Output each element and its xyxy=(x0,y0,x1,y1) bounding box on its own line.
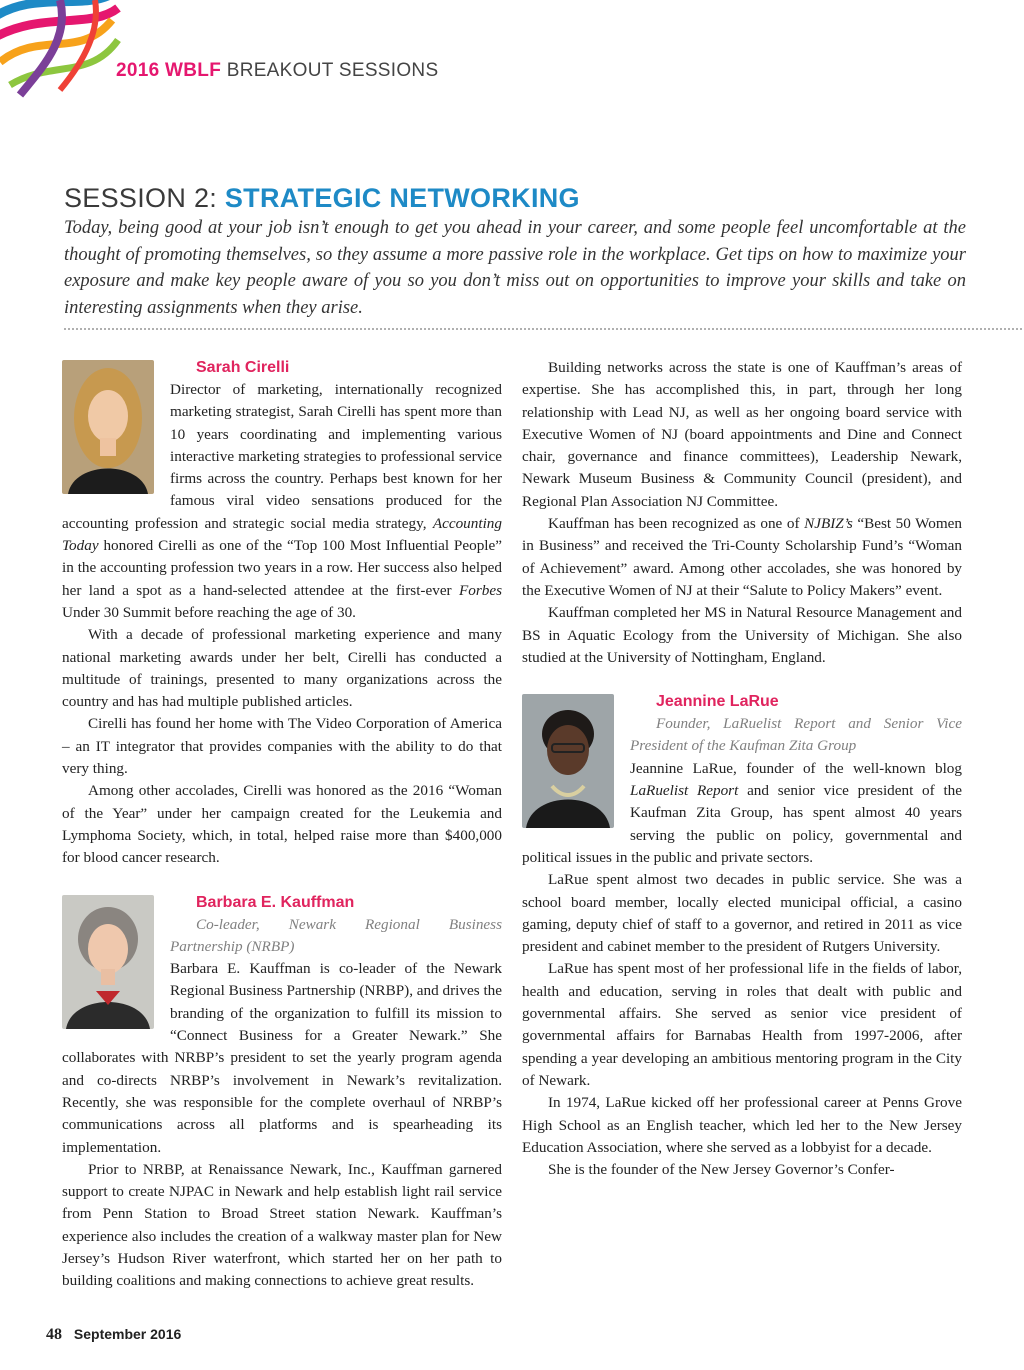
section-header xyxy=(116,60,438,82)
speaker-photo-larue xyxy=(522,694,614,828)
larue-bio-4: In 1974, LaRue kicked off her professional career at Penns Grove High School as an English teacher, which led her to the New Jersey Education Association, where she served as a lobbyist for a decade. xyxy=(522,1094,962,1156)
cirelli-bio-2: With a decade of professional marketing experience and many national marketing awards under her belt, Cirelli has conducted a multitude of trainings, presented to many organizations across the country and has had multiple published articles. xyxy=(62,626,502,711)
cirelli-bio-3: Cirelli has found her home with The Video Corporation of America – an IT integrator that provides companies with the ability to do that very thing. xyxy=(62,715,502,778)
larue-bio-1: Jeannine LaRue, founder of the well-known blog LaRuelist Report and senior vice president of the Kaufman Zita Group, has spent almost 40 years serving the public on policy, governmental and political issues in the public and private sectors. xyxy=(522,759,963,866)
right-column xyxy=(522,357,962,1181)
kauffman-bio-2: Prior to NRBP, at Renaissance Newark, Inc., Kauffman garnered support to create NJPAC in Newark and help establish light rail service from Penn Station to Broad Street station Newark. Kauffman’s experience also includes the creation of a walkway master plan for New Jersey’s Hudson River waterfront, which started her on her path to building coalitions and making connections to achieve great results. xyxy=(62,1160,502,1290)
cirelli-bio-4: Among other accolades, Cirelli was honored as the 2016 “Woman of the Year” under her campaign created for the Leukemia and Lymphoma Society, which, in total, helped raise more than $400,000 for blood cancer research. xyxy=(62,782,502,867)
page-number: 48 xyxy=(46,1326,62,1343)
kauffman-bio-1: Barbara E. Kauffman is co-leader of the Newark Regional Business Partnership (NRBP), and drives the branding of the organization to fulfill its mission to “Connect Business for a Greater Newark.” She collaborates with NRBP’s president to set the yearly program agenda and co-directs NRBP’s involvement in Newark’s revitalization. Recently, she was responsible for the complete overhaul of NRBP’s communications across all platforms and is spearheading its implementation. xyxy=(62,960,502,1156)
speaker-name-cirelli: Sarah Cirelli xyxy=(196,359,290,376)
kauffman-bio-5: Kauffman completed her MS in Natural Resource Management and BS in Aquatic Ecology from the University of Michigan. She also studied at the University of Nottingham, England. xyxy=(522,604,962,666)
speaker-name-kauffman: Barbara E. Kauffman xyxy=(196,893,355,911)
session-prefix: SESSION 2: xyxy=(64,183,225,213)
larue-bio-3: LaRue has spent most of her professional life in the fields of labor, health and education, serving in roles that dealt with public and governmental affairs. She served as senior vice president of governmental affairs for Barnabas Health from 1997-2006, after spending a year developing an ambitious mentoring program in the City of Newark. xyxy=(522,960,962,1089)
left-column xyxy=(62,357,502,1293)
speaker-name-larue: Jeannine LaRue xyxy=(656,693,779,711)
page-footer xyxy=(46,1326,181,1344)
larue-bio-5: She is the founder of the New Jersey Governor’s Confer- xyxy=(548,1161,895,1179)
header-accent: 2016 WBLF xyxy=(116,60,222,81)
speaker-photo-kauffman xyxy=(62,895,154,1029)
dotted-divider xyxy=(64,328,1022,330)
session-name: STRATEGIC NETWORKING xyxy=(224,183,580,213)
larue-bio-2: LaRue spent almost two decades in public service. She was a school board member, locally elected municipal official, a casino gaming, deputy chief of staff to a governor, and retired in 2011 as vice president and cabinet member to the president of Rutgers University. xyxy=(522,871,962,956)
cirelli-bio-1: Director of marketing, internationally recognized marketing strategist, Sarah Cirelli has spent more than 10 years coordinating and implementing various interactive marketing strategies to professional service firms across the country. Perhaps best known for her famous viral video sensations produced for the accounting profession and strategic social media strategy, Accounting Today honored Cirelli as one of the “Top 100 Most Influential People” in the accounting profession two years in a row. Her success also helped her land a spot as a hand-selected attendee at the first-ever Forbes Under 30 Summit before reaching the age of 30. xyxy=(62,381,502,621)
speaker-role-larue: Founder, LaRuelist Report and Senior Vice President of the Kaufman Zita Group xyxy=(630,715,962,755)
speaker-role-kauffman: Co-leader, Newark Regional Business Partnership (NRBP) xyxy=(170,915,502,955)
wblf-logo xyxy=(0,0,130,100)
kauffman-bio-4: Kauffman has been recognized as one of NJBIZ’s “Best 50 Women in Business” and received the Tri-County Scholarship Fund’s “Woman of Achievement” award. Among other accolades, she was honored by the Executive Women of NJ at their “Salute to Policy Makers” event. xyxy=(522,515,963,599)
session-title xyxy=(64,183,580,214)
speaker-photo-cirelli xyxy=(62,360,154,494)
header-rest: BREAKOUT SESSIONS xyxy=(226,60,439,81)
kauffman-bio-3: Building networks across the state is one of Kauffman’s areas of expertise. She has accomplished this, in part, through her long relationship with Lead NJ, as well as her ongoing board service with Executive Women of NJ (board appointments and Dine and Connect chair, governance and finance committees), Leadership Newark, Newark Museum Business & Community Council (president), and Regional Plan Association NJ Committee. xyxy=(522,359,962,510)
session-intro: Today, being good at your job isn’t enough to get you ahead in your career, and some people feel uncomfortable at the thought of promoting themselves, so they assume a more passive role in the workplace. Get tips on how to maximize your exposure and make key people aware of you so you don’t miss out on opportunities to improve your skills and take on interesting assignments when they arise. xyxy=(64,218,966,318)
issue-date: September 2016 xyxy=(73,1326,182,1342)
